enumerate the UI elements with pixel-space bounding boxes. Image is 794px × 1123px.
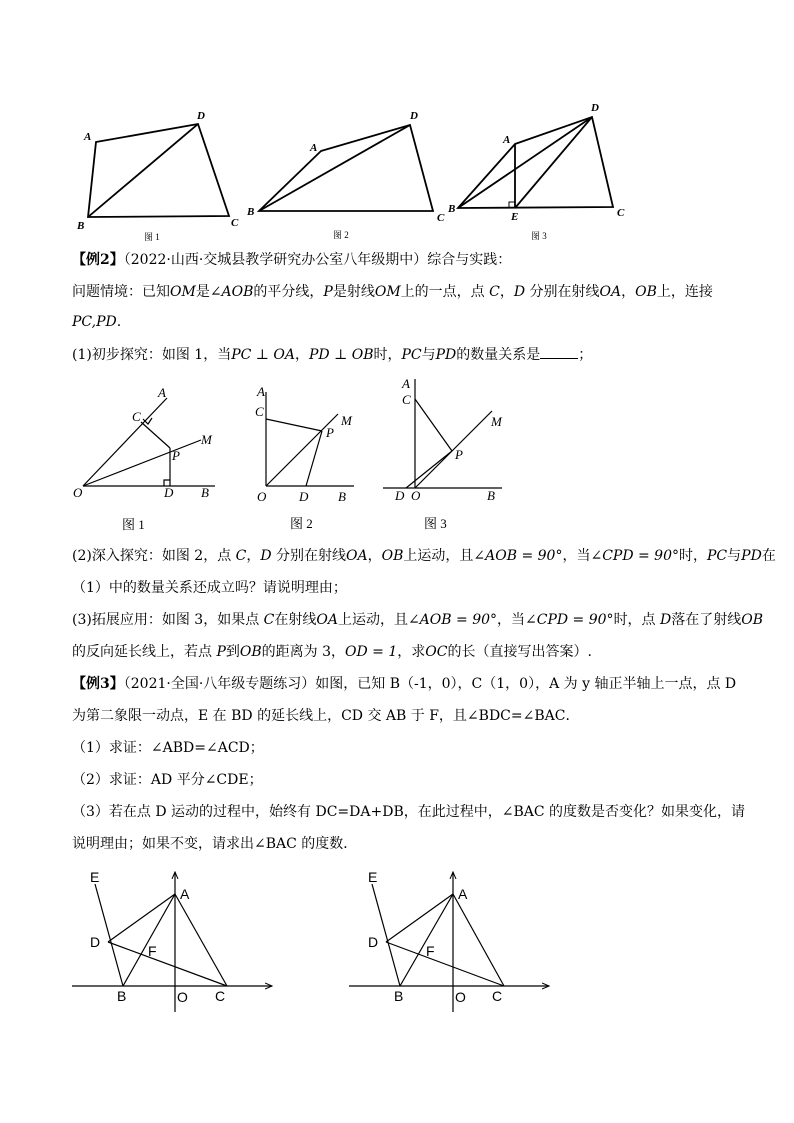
ex2-f2-label-b: B — [338, 489, 346, 504]
ex2-q2-comma: ， — [367, 548, 382, 564]
fig3-caption: 图 3 — [531, 231, 547, 241]
ex2-q2-math-pd: PD — [741, 548, 762, 564]
ex2-q1-text-c: 时， — [373, 347, 402, 363]
ex2-tag: 【例2】 — [72, 252, 124, 268]
ex2-situation-text-3: 的平分线， — [253, 284, 324, 300]
ex2-q3-l2-text-b: 到 — [225, 644, 240, 660]
fig1-label-c: C — [231, 217, 239, 229]
ex2-situation-text-7: 上，连接 — [656, 284, 713, 300]
ex2-q3-math-ob-2: OB — [239, 644, 262, 660]
fig2-caption: 图 2 — [333, 230, 349, 240]
ex3-right-label-a: A — [458, 886, 468, 902]
fig1-label-d: D — [197, 110, 205, 122]
ex2-q1-text-a: (1)初步探究：如图 1，当 — [72, 347, 232, 363]
ex2-q1-math-pc: PC — [401, 347, 422, 363]
ex2-q1-text-f: ； — [578, 347, 593, 363]
ex2-math-om: OM — [170, 284, 196, 300]
ex2-f1-label-c: C — [132, 409, 141, 424]
fig1-caption: 图 1 — [144, 232, 160, 242]
ex2-math-d: D — [513, 284, 526, 300]
ex2-q2-text-c: 分别在射线 — [271, 548, 347, 564]
ex2-f1-label-d: D — [164, 485, 174, 500]
ex2-q3-math-cpd: ∠CPD = 90° — [525, 612, 614, 628]
ex2-f3-caption: 图 3 — [424, 516, 447, 531]
ex2-q3-math-c: C — [263, 612, 275, 628]
fig3-label-c: C — [617, 207, 625, 219]
ex3-right-label-f: F — [426, 943, 435, 959]
ex2-situation-text-4: 是射线 — [332, 284, 375, 300]
ex3-line-2: 为第二象限一动点，E 在 BD 的延长线上，CD 交 AB 于 F，且∠BDC=∠BAC． — [72, 708, 580, 724]
ex2-math-oa: OA — [599, 284, 622, 300]
ex3-question-1: （1）求证：∠ABD=∠ACD； — [72, 740, 264, 756]
ex2-f3-label-b: B — [487, 488, 495, 503]
ex2-math-c: C — [489, 284, 500, 300]
ex2-f3-label-d: D — [395, 488, 405, 503]
ex3-tag: 【例3】 — [72, 676, 124, 692]
ex2-q1-text-e: 的数量关系是 — [456, 347, 541, 363]
ex2-q1-text-b: ， — [295, 347, 309, 363]
ex2-q3-l2-text-d: ，求 — [397, 644, 426, 660]
ex2-q2-math-c: C — [235, 548, 247, 564]
ex3-left-label-f: F — [148, 943, 157, 959]
fig3-label-b: B — [448, 203, 456, 215]
fig1-label-a: A — [84, 131, 92, 143]
ex3-left-label-o: O — [177, 989, 188, 1005]
ex2-situation-text-6: 分别在射线 — [525, 284, 600, 300]
ex2-q3-text-f: 落在了射线 — [671, 612, 742, 628]
ex2-q2-text-d: 上运动，且 — [403, 548, 474, 564]
ex2-q2-math-cpd: ∠CPD = 90° — [590, 548, 680, 564]
ex3-right-label-d: D — [368, 934, 379, 950]
ex2-situation-text-5: 上的一点，点 — [400, 284, 490, 300]
ex2-f2-caption: 图 2 — [290, 516, 313, 531]
ex2-f2-label-d: D — [299, 489, 309, 504]
ex3-right-label-o: O — [455, 989, 466, 1005]
ex2-q1-math-pd-ob: PD ⊥ OB — [309, 347, 374, 363]
ex2-f3-label-c: C — [402, 392, 411, 407]
ex3-left-label-b: B — [117, 988, 127, 1004]
ex2-f3-label-a: A — [402, 376, 410, 391]
ex2-source: （2022·山西·交城县教学研究办公室八年级期中）综合与实践： — [123, 252, 512, 268]
ex2-q3-l2-text-a: 的反向延长线上，若点 — [72, 644, 217, 660]
fig3-label-d: D — [591, 102, 599, 114]
ex2-f1-label-a: A — [158, 385, 166, 400]
ex2-q3-text-d: ，当 — [497, 612, 526, 628]
ex2-f3-label-m: M — [491, 414, 502, 429]
ex2-q1-text-d: 与 — [421, 347, 436, 363]
ex2-math-aob: ∠AOB — [209, 284, 254, 300]
ex2-situation-text-1: 问题情境：已知 — [72, 284, 170, 300]
ex2-f2-label-p: P — [326, 425, 334, 440]
ex2-q1-math-pd: PD — [435, 347, 457, 363]
ex2-q2-math-pc: PC — [707, 548, 728, 564]
ex2-q3-math-oc: OC — [425, 644, 448, 660]
ex2-q3-math-ob: OB — [741, 612, 764, 628]
ex3-question-3: （3）若在点 D 运动的过程中，始终有 DC=DA+DB，在此过程中，∠BAC 的度数是否变化？如果变化，请 — [72, 804, 746, 820]
ex3-left-label-a: A — [180, 886, 190, 902]
ex2-f1-label-m: M — [201, 432, 212, 447]
ex2-f3-label-o: O — [411, 488, 421, 503]
ex2-f1-label-o: O — [73, 485, 83, 500]
ex2-q2-math-aob: ∠AOB = 90° — [473, 548, 563, 564]
fig2-label-c: C — [437, 212, 445, 224]
ex2-q3-math-d: D — [660, 612, 672, 628]
ex2-q3-l2-text-e: 的长（直接写出答案）. — [447, 644, 592, 660]
ex3-question-2: （2）求证：AD 平分∠CDE； — [72, 772, 263, 788]
ex2-q2-math-ob: OB — [381, 548, 404, 564]
ex2-period: . — [116, 314, 122, 330]
ex2-math-ob: OB — [635, 284, 657, 300]
ex2-q2-text-a: (2)深入探究：如图 2，点 — [72, 548, 236, 564]
ex2-q2-text-f: 时， — [679, 548, 708, 564]
ex2-comma-2: ， — [621, 284, 636, 300]
ex2-f2-label-o: O — [257, 489, 267, 504]
ex3-question-3-cont: 说明理由；如果不变，请求出∠BAC 的度数． — [72, 836, 358, 852]
ex2-q3-math-p: P — [216, 644, 226, 660]
ex2-q3-text-a: (3)拓展应用：如图 3，如果点 — [72, 612, 264, 628]
ex3-right-label-b: B — [394, 988, 404, 1004]
fig3-label-e: E — [511, 211, 519, 223]
ex3-right-label-c: C — [492, 988, 503, 1004]
fig2-label-d: D — [410, 110, 418, 122]
ex2-q3-math-oa: OA — [316, 612, 338, 628]
ex2-q2-text-b: ， — [246, 548, 261, 564]
ex2-situation-text-2: 是 — [195, 284, 210, 300]
fig2-label-b: B — [247, 206, 255, 218]
fig3-label-a: A — [503, 134, 511, 146]
ex2-question-2-cont: （1）中的数量关系还成立吗？请说明理由； — [72, 580, 347, 596]
ex2-f3-label-p: P — [455, 447, 463, 462]
ex2-f1-label-p: P — [172, 448, 180, 463]
ex3-left-label-c: C — [215, 988, 226, 1004]
fig2-label-a: A — [310, 142, 318, 154]
ex2-q2-math-oa: OA — [346, 548, 368, 564]
fig1-label-b: B — [77, 220, 85, 232]
ex2-q1-math-pc-oa: PC ⊥ OA — [231, 347, 295, 363]
ex2-f1-caption: 图 1 — [122, 517, 145, 532]
ex2-math-pcpd: PC,PD — [72, 314, 117, 330]
ex2-f2-label-a: A — [257, 384, 265, 399]
ex3-left-label-e: E — [90, 869, 100, 885]
ex2-q2-text-e: ，当 — [562, 548, 591, 564]
ex2-q3-text-e: 时，点 — [613, 612, 661, 628]
ex2-q2-math-d: D — [260, 548, 272, 564]
ex2-q3-text-b: 在射线 — [274, 612, 317, 628]
ex2-q3-math-od: OD = 1 — [345, 644, 398, 660]
ex2-q2-text-h: 在 — [761, 548, 776, 564]
ex2-f2-label-c: C — [255, 404, 264, 419]
ex3-right-label-e: E — [368, 869, 378, 885]
ex2-q3-math-aob: ∠AOB = 90° — [407, 612, 498, 628]
ex2-q3-text-c: 上运动，且 — [337, 612, 408, 628]
ex2-math-om-2: OM — [374, 284, 401, 300]
ex3-intro: （2021·全国·八年级专题练习）如图，已知 B（-1，0），C（1，0），A 为 y 轴正半轴上一点，点 D — [123, 676, 737, 692]
ex2-q2-text-g: 与 — [727, 548, 742, 564]
ex2-math-p: P — [323, 284, 333, 300]
ex2-f2-label-m: M — [341, 413, 352, 428]
ex2-f1-label-b: B — [201, 485, 209, 500]
ex2-q3-l2-text-c: 的距离为 3， — [261, 644, 345, 660]
ex2-comma-1: ， — [499, 284, 514, 300]
ex3-left-label-d: D — [90, 934, 101, 950]
